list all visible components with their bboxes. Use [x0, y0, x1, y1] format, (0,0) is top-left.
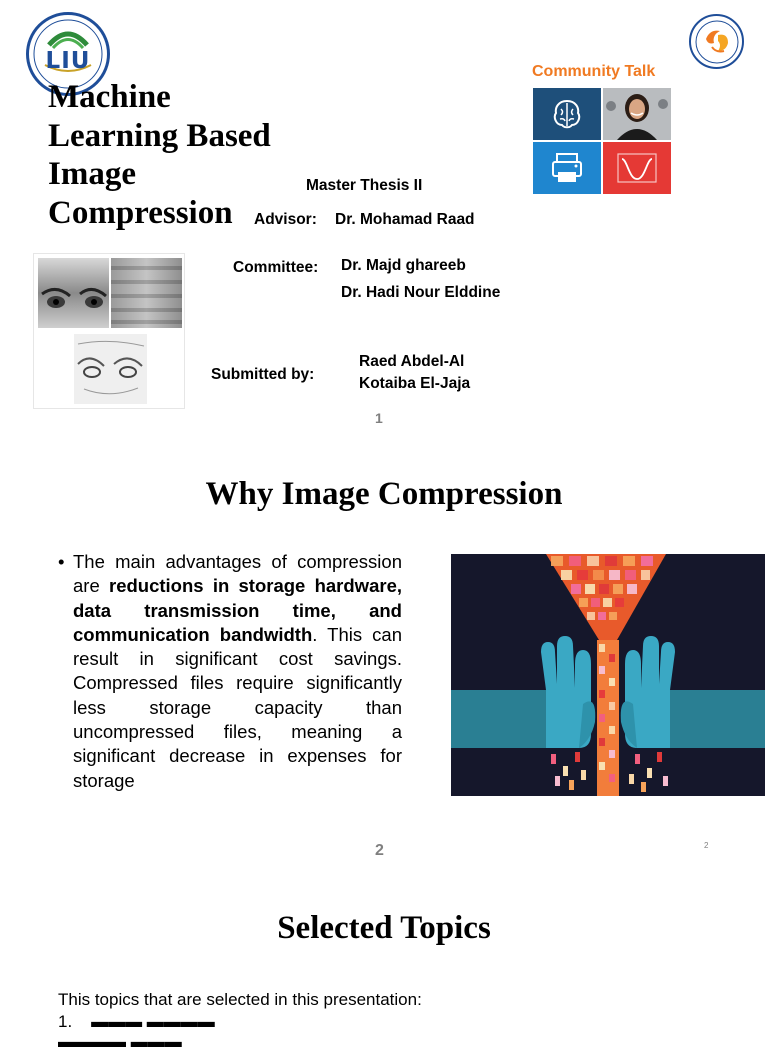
community-talk-title: Community Talk: [532, 63, 656, 80]
waveform-icon: [603, 142, 671, 194]
seal-emblem-icon: [692, 17, 742, 67]
committee-member: Dr. Hadi Nour Elddine: [341, 284, 501, 301]
printer-icon: [533, 142, 601, 194]
bullet-text-part: The main advantages of compression are: [73, 551, 402, 597]
advisor-name: Dr. Mohamad Raad: [335, 211, 475, 228]
why-compression-slide: [0, 440, 768, 870]
thesis-label: Master Thesis II: [306, 177, 423, 194]
cut-off-line: 1. ▬▬▬ ▬▬▬▬ ▬▬▬▬ ▬▬▬: [58, 1012, 215, 1051]
bullet-dot-icon: •: [58, 551, 65, 572]
title-line: Image: [48, 156, 136, 192]
title-line: Machine: [48, 79, 171, 115]
submitted-by-label: Submitted by:: [211, 366, 315, 383]
slide-footer-number: 2: [704, 841, 709, 850]
selected-topics-slide: [0, 870, 768, 1051]
topics-intro-text: This topics that are selected in this presentation:: [58, 990, 422, 1009]
page-number: 1: [375, 410, 383, 426]
presentation-title: [48, 78, 308, 232]
bullet-text: [73, 550, 402, 793]
student-name: Kotaiba El-Jaja: [359, 375, 471, 392]
committee-label: Committee:: [233, 259, 319, 276]
committee-member: Dr. Majd ghareeb: [341, 257, 466, 274]
data-compression-illustration: [451, 554, 765, 796]
slide-title: Why Image Compression: [205, 476, 563, 512]
speaker-photo: [603, 88, 671, 140]
compressed-eye-images: [33, 253, 185, 409]
title-slide: [0, 0, 768, 440]
community-talk-graphic: [533, 88, 671, 194]
page-number: 2: [375, 842, 384, 859]
brain-icon: [533, 88, 601, 140]
university-seal-logo: [689, 14, 744, 69]
student-name: Raed Abdel-Al: [359, 353, 465, 370]
liu-logo-text: LIU: [45, 48, 91, 74]
bullet-item: [58, 550, 402, 793]
bullet-text-part: . This can result in significant cost savings. Compressed files require significantly less storage capacity than uncompressed files, meaning a significant decrease in expenses for storage: [73, 623, 402, 791]
title-line: Compression: [48, 194, 233, 231]
title-line: Learning Based: [48, 117, 271, 154]
advisor-label: Advisor:: [254, 211, 317, 228]
bullet-text-bold: reductions in storage hardware, data transmission time, and communication bandwidth: [73, 575, 402, 645]
cut-off-list-item: [58, 1012, 278, 1051]
slide-title: Selected Topics: [277, 910, 491, 946]
